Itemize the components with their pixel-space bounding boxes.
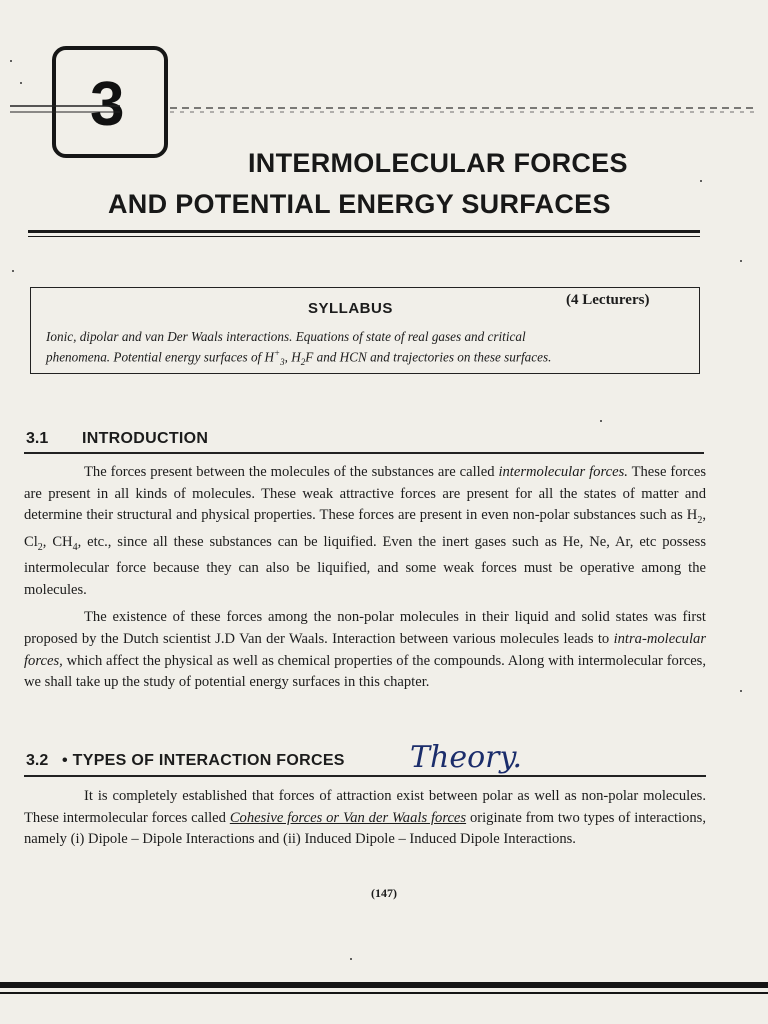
speckle [12, 270, 14, 272]
syllabus-line-1: Ionic, dipolar and van Der Waals interactions. Equations of state of real gases and critical [46, 329, 526, 344]
speckle [10, 60, 12, 62]
speckle [20, 82, 22, 84]
speckle [350, 958, 352, 960]
section-3-1-number: 3.1 [26, 430, 49, 447]
section-3-1-rule [24, 452, 704, 454]
title-rule-thin [28, 236, 700, 237]
section-3-1-title: INTRODUCTION [82, 430, 209, 447]
section-3-1-body [24, 462, 706, 694]
chapter-title-line-1: INTERMOLECULAR FORCES [248, 148, 628, 178]
section-3-2-number: 3.2 [26, 752, 49, 769]
header-dashed-rule [10, 100, 758, 120]
section-3-2-body [24, 786, 706, 851]
chapter-number: 3 [90, 70, 125, 139]
syllabus-line-2: phenomena. Potential energy surfaces of $H^+_3$, $H_2F$ and HCN and trajectories on these surfaces. [46, 348, 552, 368]
syllabus-text [46, 328, 686, 371]
page-number: (147) [371, 886, 397, 900]
footer-rule-thin [0, 992, 768, 994]
intro-paragraph-2: The existence of these forces among the non-polar molecules in their liquid and solid states was first proposed by the Dutch scientist J.D Van der Waals. Interaction between various molecules leads to intra-molecular forces, which affect the physical as well as chemical properties of the compounds. Along with intermolecular forces, we shall take up the study of potential energy surfaces in this chapter. [24, 609, 706, 691]
section-3-2-title: • TYPES OF INTERACTION FORCES [62, 752, 345, 769]
syllabus-heading: SYLLABUS [308, 300, 393, 317]
intro-paragraph-1: The forces present between the molecules of the substances are called intermolecular forces. These forces are present in all kinds of molecules. These weak attractive forces are present for all the states of matter and determine their structural and physical properties. These forces are present in even non-polar substances such as $H_2$, $Cl_2$, $CH_4$, etc., since all these substances can be liquified. Even the inert gases such as He, Ne, Ar, etc possess intermolecular force because they can also be liquified, and some weak forces must be operative among the molecules. [24, 464, 707, 598]
speckle [740, 260, 742, 262]
speckle [740, 690, 742, 692]
speckle [600, 420, 602, 422]
speckle [700, 180, 702, 182]
syllabus-lectures: (4 Lecturers) [566, 292, 650, 308]
footer-rule [0, 982, 768, 988]
chapter-title-line-2: AND POTENTIAL ENERGY SURFACES [108, 189, 611, 219]
types-paragraph-1: It is completely established that forces of attraction exist between polar as well as non-polar molecules. These intermolecular forces called Cohesive forces or Van der Waals forces originate from two types of interactions, namely (i) Dipole – Dipole Interactions and (ii) Induced Dipole – Induced Dipole Interactions. [24, 788, 706, 848]
section-3-2-rule [24, 775, 706, 777]
handwritten-note: Theory. [410, 740, 522, 775]
title-rule [28, 230, 700, 233]
